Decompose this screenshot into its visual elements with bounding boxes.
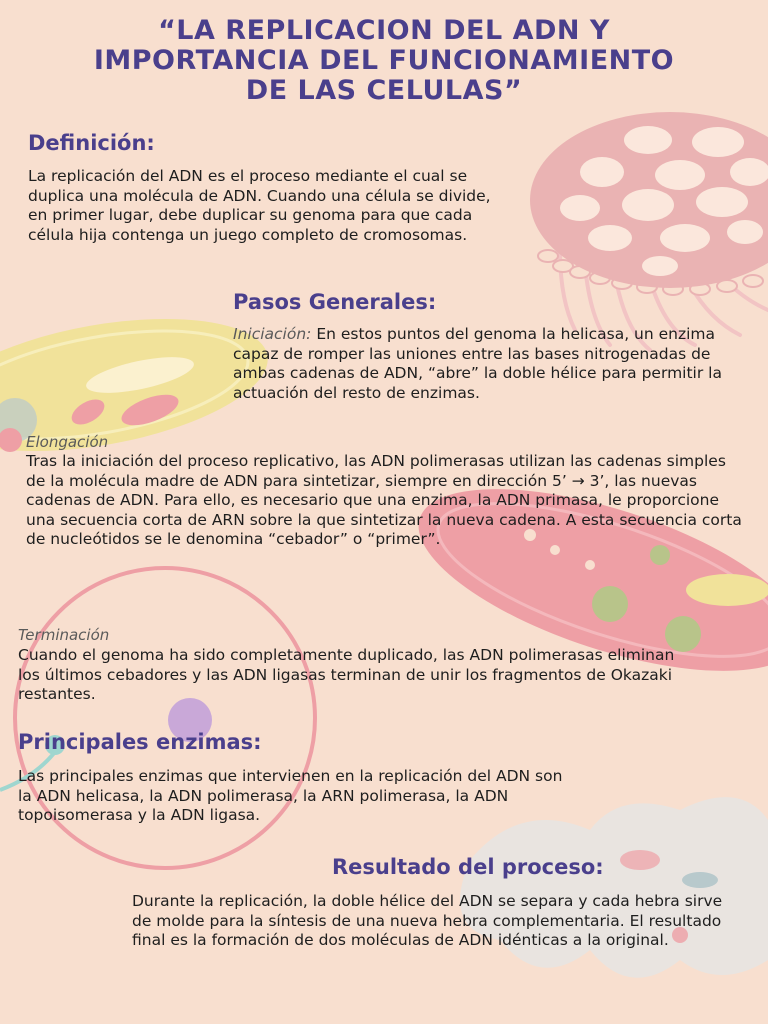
resultado-heading: Resultado del proceso: [332, 855, 604, 879]
enzimas-body: Las principales enzimas que intervienen en la replicación del ADN son la ADN helicasa, la ADN polimerasa, la ARN polimerasa, la ADN topoisomerasa y la ADN ligasa. [18, 767, 563, 824]
page-title: “LA REPLICACION DEL ADN Y IMPORTANCIA DEL FUNCIONAMIENTO DE LAS CELULAS” [93, 15, 675, 106]
iniciacion-paragraph [233, 325, 733, 403]
definicion-body: La replicación del ADN es el proceso mediante el cual se duplica una molécula de ADN. Cuando una célula se divide, en primer lugar, debe duplicar su genoma para que cada célula hija contenga un juego completo de cromosomas. [28, 167, 491, 244]
iniciacion-body: En estos puntos del genoma la helicasa, un enzima capaz de romper las uniones entre las bases nitrogenadas de ambas cadenas de ADN, “abre” la doble hélice para permitir la actuación del resto de enzimas. [233, 325, 722, 402]
resultado-body: Durante la replicación, la doble hélice del ADN se separa y cada hebra sirve de molde para la síntesis de una nueva hebra complementaria. El resultado final es la formación de dos moléculas de ADN idénticas a la original. [132, 892, 723, 949]
terminacion-label: Terminación [18, 626, 110, 644]
cell-top-right [530, 112, 768, 350]
pasos-heading: Pasos Generales: [233, 290, 437, 314]
elongacion-body: Tras la iniciación del proceso replicativo, las ADN polimerasas utilizan las cadenas simples de la molécula madre de ADN para sintetizar, siempre en dirección 5’ → 3’, las nuevas cadenas de ADN. Para ello, es necesario que una enzima, la ADN primasa, le proporcione una secuencia corta de ARN sobre la que sintetizar la nueva cadena. A esta secuencia corta de nucleótidos se le denomina “cebador” o “primer”. [26, 452, 742, 548]
terminacion-body: Cuando el genoma ha sido completamente duplicado, las ADN polimerasas eliminan los últimos cebadores y las ADN ligasas terminan de unir los fragmentos de Okazaki restantes. [18, 646, 675, 703]
iniciacion-label: Iniciación: [233, 325, 312, 343]
elongacion-label: Elongación [26, 433, 109, 451]
definicion-heading: Definición: [28, 131, 155, 155]
enzimas-heading: Principales enzimas: [18, 730, 262, 754]
